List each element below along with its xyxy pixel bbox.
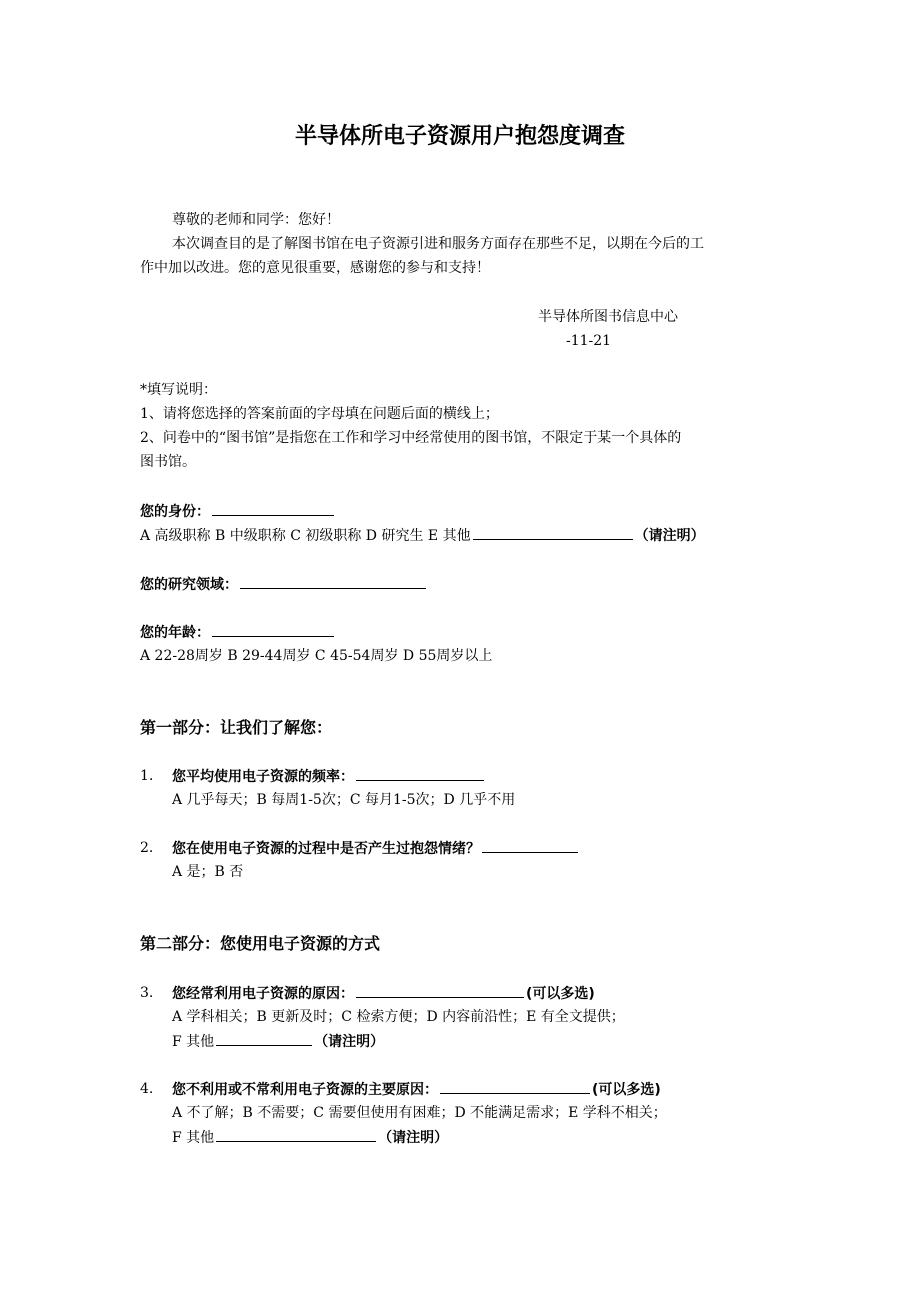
identity-options-row bbox=[140, 523, 705, 548]
age-answer-blank[interactable] bbox=[212, 620, 334, 637]
identity-row bbox=[140, 499, 336, 524]
q3-row bbox=[172, 981, 595, 1006]
q4-other: F 其他 bbox=[172, 1130, 215, 1146]
signature-org: 半导体所图书信息中心 bbox=[538, 309, 678, 325]
q2-answer-blank[interactable] bbox=[482, 836, 578, 853]
q3-other: F 其他 bbox=[172, 1034, 215, 1050]
q3-answer-blank[interactable] bbox=[356, 981, 524, 998]
identity-answer-blank[interactable] bbox=[212, 499, 334, 516]
part2-heading: 第二部分：您使用电子资源的方式 bbox=[140, 934, 381, 953]
identity-other-blank[interactable] bbox=[473, 523, 633, 540]
identity-note: （请注明） bbox=[634, 528, 705, 544]
q1-options: A 几乎每天；B 每周1-5次；C 每月1-5次；D 几乎不用 bbox=[172, 792, 516, 808]
field-row bbox=[140, 572, 428, 597]
q4-other-row bbox=[172, 1125, 448, 1150]
q4-row bbox=[172, 1077, 661, 1102]
intro-line-2: 作中加以改进。您的意见很重要，感谢您的参与和支持！ bbox=[140, 260, 490, 276]
q3-other-row bbox=[172, 1029, 384, 1054]
age-options: A 22-28周岁 B 29-44周岁 C 45-54周岁 D 55周岁以上 bbox=[140, 648, 493, 664]
signature-date: -11-21 bbox=[566, 333, 612, 349]
q2-options: A 是；B 否 bbox=[172, 864, 244, 880]
field-answer-blank[interactable] bbox=[240, 572, 426, 589]
field-label: 您的研究领域： bbox=[140, 577, 238, 593]
q1-num: 1. bbox=[140, 768, 154, 784]
identity-label: 您的身份： bbox=[140, 504, 210, 520]
q1-text: 您平均使用电子资源的频率： bbox=[172, 769, 354, 785]
q3-other-blank[interactable] bbox=[216, 1029, 312, 1046]
page-title: 半导体所电子资源用户抱怨度调查 bbox=[294, 124, 625, 149]
intro-line-1: 本次调查目的是了解图书馆在电子资源引进和服务方面存在那些不足，以期在今后的工 bbox=[172, 236, 704, 252]
greeting: 尊敬的老师和同学：您好！ bbox=[172, 212, 340, 228]
identity-options: A 高级职称 B 中级职称 C 初级职称 D 研究生 E 其他 bbox=[140, 528, 471, 544]
instruction-item-2-cont: 图书馆。 bbox=[140, 454, 196, 470]
q4-text: 您不利用或不常利用电子资源的主要原因： bbox=[172, 1082, 438, 1098]
instruction-item-2: 2、问卷中的“图书馆”是指您在工作和学习中经常使用的图书馆，不限定于某一个具体的 bbox=[140, 430, 682, 446]
q4-other-blank[interactable] bbox=[216, 1125, 376, 1142]
age-row bbox=[140, 620, 336, 645]
q3-num: 3. bbox=[140, 985, 154, 1001]
part1-heading: 第一部分：让我们了解您： bbox=[140, 718, 333, 737]
q2-row bbox=[172, 836, 580, 861]
q4-suffix: (可以多选) bbox=[592, 1082, 661, 1098]
q3-note: （请注明） bbox=[314, 1034, 385, 1050]
q4-num: 4. bbox=[140, 1081, 154, 1097]
age-label: 您的年龄： bbox=[140, 625, 210, 641]
instruction-item-1: 1、请将您选择的答案前面的字母填在问题后面的横线上； bbox=[140, 406, 499, 422]
q3-suffix: (可以多选) bbox=[526, 986, 595, 1002]
q4-options: A 不了解；B 不需要；C 需要但使用有困难；D 不能满足需求；E 学科不相关； bbox=[172, 1105, 667, 1121]
q2-text: 您在使用电子资源的过程中是否产生过抱怨情绪？ bbox=[172, 841, 480, 857]
instructions-heading: *填写说明： bbox=[140, 382, 217, 398]
q1-answer-blank[interactable] bbox=[356, 764, 484, 781]
q2-num: 2. bbox=[140, 840, 154, 856]
q3-options: A 学科相关；B 更新及时；C 检索方便；D 内容前沿性；E 有全文提供； bbox=[172, 1009, 625, 1025]
q1-row bbox=[172, 764, 486, 789]
q4-note: （请注明） bbox=[378, 1130, 449, 1146]
q3-text: 您经常利用电子资源的原因： bbox=[172, 986, 354, 1002]
q4-answer-blank[interactable] bbox=[440, 1077, 590, 1094]
